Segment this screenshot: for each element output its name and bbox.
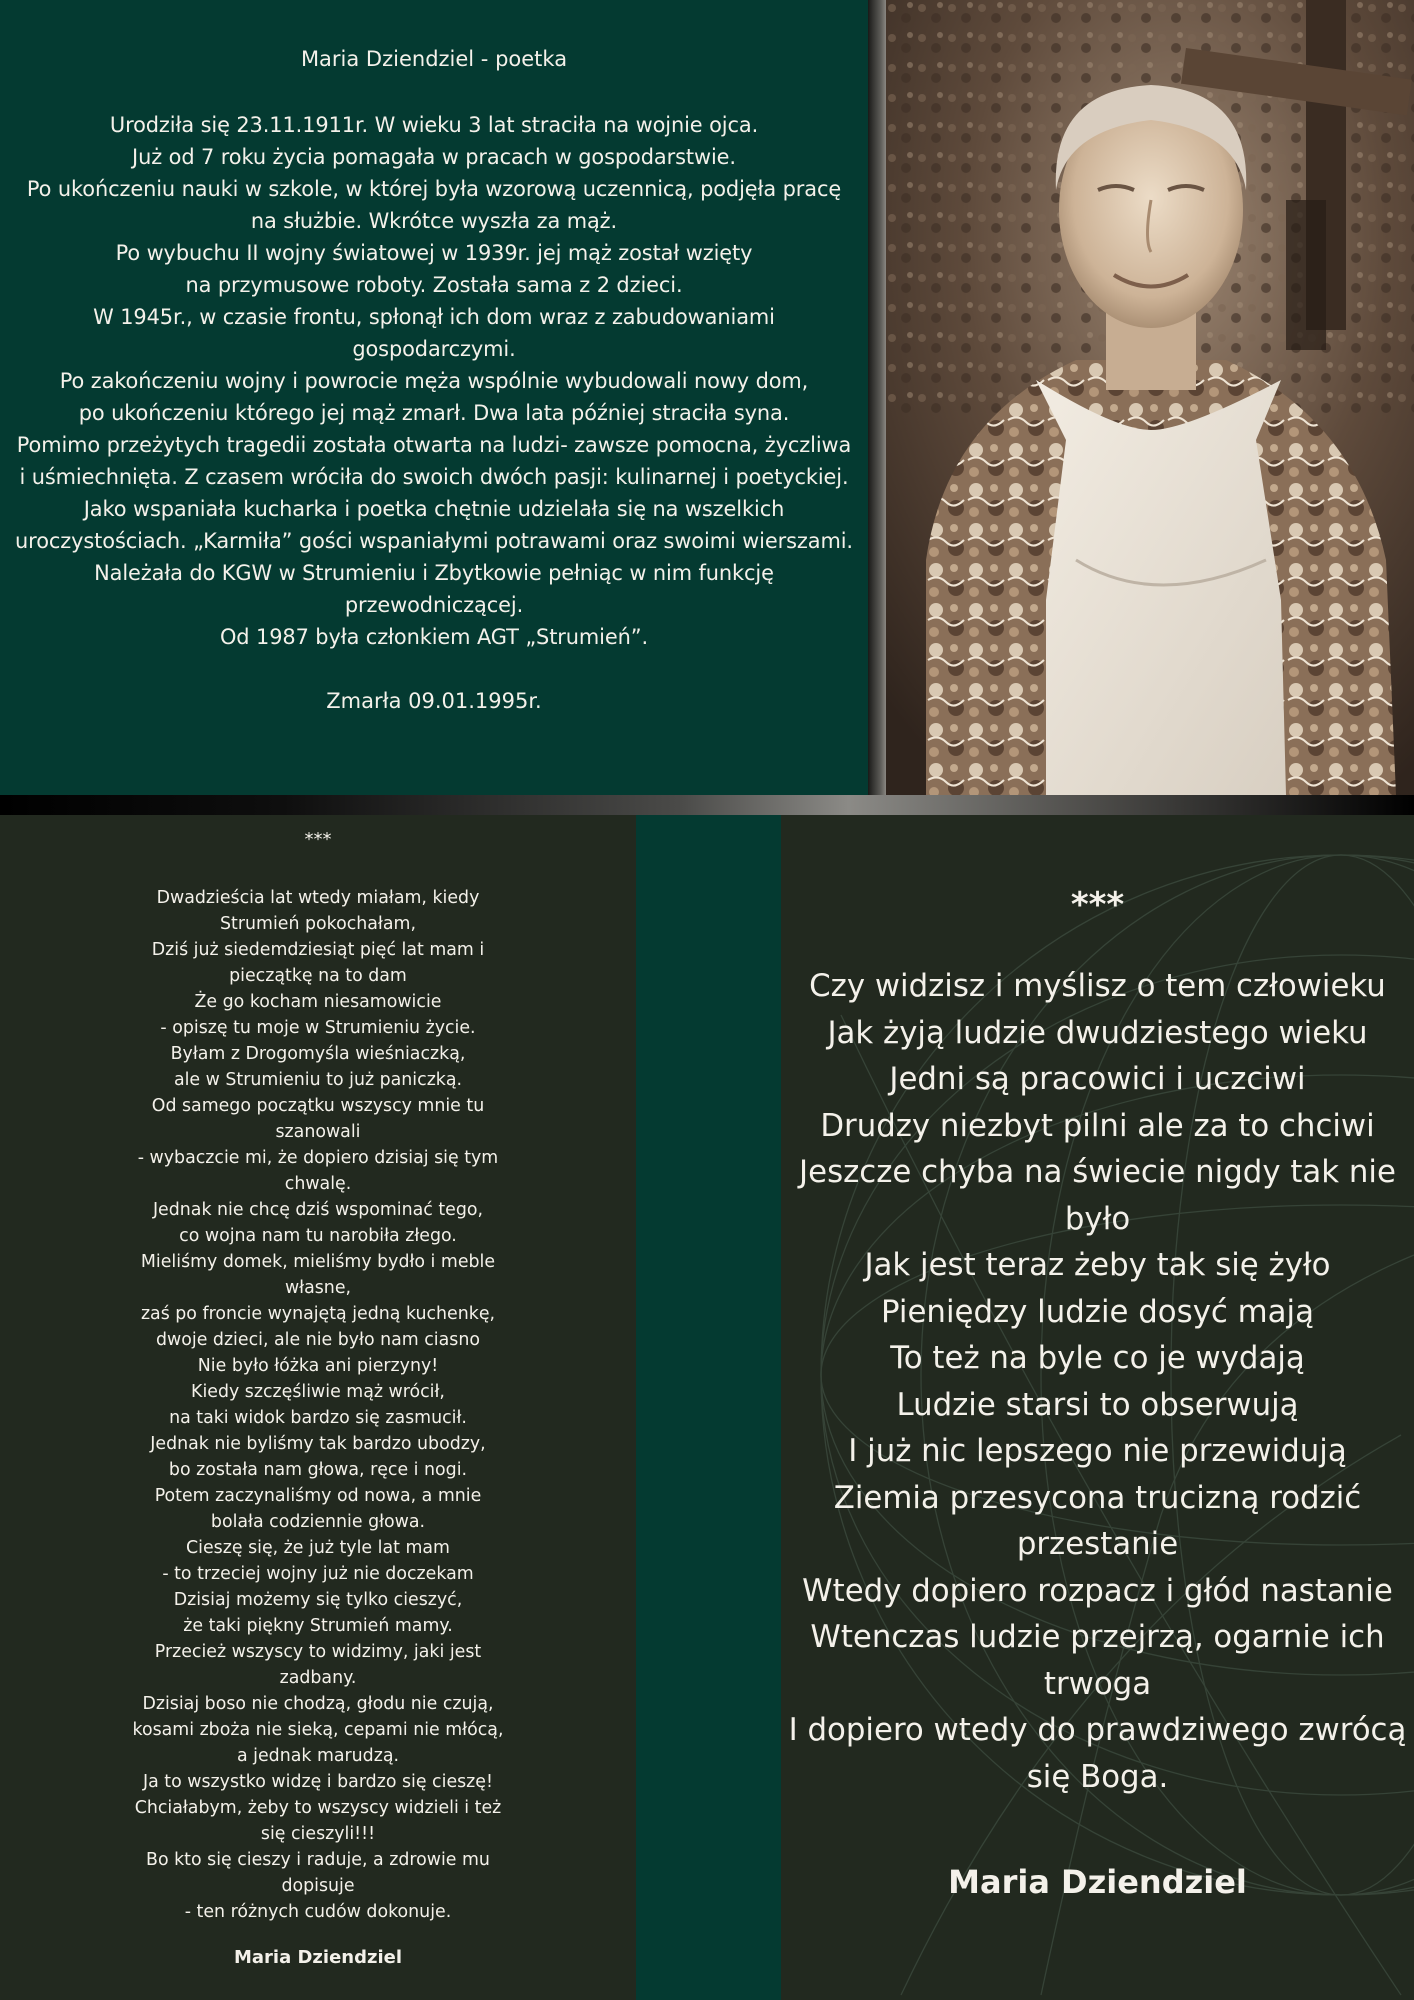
poem-line: Jak żyją ludzie dwudziestego wieku — [827, 1014, 1368, 1051]
poem-line: trwoga — [1043, 1665, 1152, 1702]
poem-line: Ziemia przesycona trucizną rodzić — [833, 1479, 1362, 1516]
poem-line: Ludzie starsi to obserwują — [896, 1386, 1299, 1423]
poem-line: Dzisiaj możemy się tylko cieszyć, — [173, 1590, 463, 1610]
poem-line: przestanie — [1016, 1526, 1179, 1562]
poem-line: bo została nam głowa, ręce i nogi. — [168, 1460, 468, 1480]
poem-line: Jak jest teraz żeby tak się żyło — [864, 1247, 1331, 1283]
poem-line: co wojna nam tu narobiła złego. — [179, 1226, 457, 1246]
poem-line: Kiedy szczęśliwie mąż wrócił, — [191, 1382, 445, 1402]
biography-line: Urodziła się 23.11.1911r. W wieku 3 lat straciła na wojnie ojca. — [109, 113, 759, 137]
poem-line: Dwadzieścia lat wtedy miałam, kiedy — [156, 888, 480, 908]
poem-line: Wtedy dopiero rozpacz i głód nastanie — [802, 1572, 1393, 1609]
poem-line: dopisuje — [281, 1876, 355, 1896]
biography-line: Po wybuchu II wojny światowej w 1939r. jej mąż został wzięty — [115, 241, 753, 265]
poem-line: Byłam z Drogomyśla wieśniaczką, — [170, 1044, 466, 1064]
poem-line: Nie było łóżka ani pierzyny! — [197, 1356, 439, 1376]
biography-line: Pomimo przeżytych tragedii została otwarta na ludzi- zawsze pomocna, życzliwa — [16, 433, 852, 457]
biography-line: Jako wspaniała kucharka i poetka chętnie udzielała się na wszelkich — [83, 497, 785, 521]
biography-title: Maria Dziendziel - poetka — [300, 47, 568, 71]
portrait-illustration — [886, 0, 1414, 795]
biography-line: Po zakończeniu wojny i powrocie męża wspólnie wybudowali nowy dom, — [59, 369, 809, 393]
poem-line: I już nic lepszego nie przewidują — [848, 1433, 1347, 1469]
poem-line: Jednak nie chcę dziś wspominać tego, — [152, 1200, 484, 1220]
poem-line: Cieszę się, że już tyle lat mam — [186, 1538, 450, 1558]
portrait-photo — [886, 0, 1414, 795]
poem-line: Pieniędzy ludzie dosyć mają — [881, 1293, 1314, 1330]
poem-line: a jednak marudzą. — [236, 1746, 399, 1766]
poem-line: Chciałabym, żeby to wszyscy widzieli i też — [134, 1798, 502, 1818]
biography-line: Po ukończeniu nauki w szkole, w której była wzorową uczennicą, podjęła pracę — [26, 177, 842, 201]
poem-line: zadbany. — [279, 1668, 357, 1688]
biography-line: i uśmiechnięta. Z czasem wróciła do swoich dwóch pasji: kulinarnej i poetyckiej. — [19, 465, 849, 489]
biography-line: Od 1987 była członkiem AGT „Strumień”. — [219, 625, 649, 649]
biography-line: W 1945r., w czasie frontu, spłonął ich dom wraz z zabudowaniami — [93, 305, 775, 329]
biography-line: Już od 7 roku życia pomagała w pracach w gospodarstwie. — [132, 145, 736, 169]
poem-line: Dzisiaj boso nie chodzą, głodu nie czują, — [142, 1694, 494, 1714]
poem-left-author: Maria Dziendziel — [233, 1947, 403, 1968]
poem-right — [781, 815, 1414, 2000]
poem-line: Dziś już siedemdziesiąt pięć lat mam i — [151, 940, 485, 960]
poem-line: Strumień pokochałam, — [220, 914, 416, 934]
photo-frame-edge — [868, 0, 886, 795]
poem-line: było — [1064, 1200, 1131, 1237]
poem-line: To też na byle co je wydają — [890, 1340, 1305, 1376]
poem-left — [0, 815, 636, 2000]
biography-line: na służbie. Wkrótce wyszła za mąż. — [250, 209, 618, 233]
biography-text — [0, 109, 868, 653]
death-date: Zmarła 09.01.1995r. — [326, 689, 542, 713]
poem-line: Przecież wszyscy to widzimy, jaki jest — [154, 1642, 482, 1662]
poem-line: się cieszyli!!! — [260, 1824, 376, 1844]
biography-line: uroczystościach. „Karmiła” gości wspaniałymi potrawami oraz swoimi wierszami. — [15, 529, 853, 553]
poem-line: Ja to wszystko widzę i bardzo się cieszę! — [143, 1772, 493, 1792]
poem-line: bolała codziennie głowa. — [210, 1512, 426, 1532]
poem-line: na taki widok bardzo się zasmucił. — [169, 1408, 467, 1428]
poem-line: Czy widzisz i myślisz o tem człowieku — [809, 968, 1386, 1004]
poem-line: ale w Strumieniu to już paniczką. — [173, 1070, 463, 1090]
poem-line: szanowali — [275, 1122, 361, 1142]
poem-right-stars: *** — [1070, 885, 1125, 925]
poem-line: Potem zaczynaliśmy od nowa, a mnie — [154, 1486, 482, 1506]
poem-line: pieczątkę na to dam — [229, 966, 407, 986]
poem-line: kosami zboża nie sieką, cepami nie młócą, — [132, 1720, 504, 1740]
poem-left-lines — [0, 885, 636, 1925]
poem-left-stars: *** — [304, 829, 332, 850]
poem-line: Jednak nie byliśmy tak bardzo ubodzy, — [150, 1434, 486, 1454]
poem-right-lines — [781, 963, 1414, 1800]
poem-line: - opiszę tu moje w Strumieniu życie. — [160, 1018, 476, 1038]
center-band — [636, 815, 781, 2000]
biography-line: Należała do KGW w Strumieniu i Zbytkowie pełniąc w nim funkcję — [94, 561, 774, 585]
poem-line: zaś po froncie wynajętą jedną kuchenkę, — [140, 1304, 496, 1324]
poem-line: Jedni są pracowici i uczciwi — [889, 1061, 1306, 1097]
poem-line: Że go kocham niesamowicie — [194, 992, 442, 1012]
poem-line: - wybaczcie mi, że dopiero dzisiaj się tym — [137, 1148, 499, 1168]
biography-panel — [0, 0, 868, 795]
section-divider — [0, 795, 1414, 815]
biography-line: gospodarczymi. — [352, 337, 516, 361]
poem-line: - ten różnych cudów dokonuje. — [184, 1902, 452, 1922]
poem-line: Bo kto się cieszy i raduje, a zdrowie mu — [146, 1850, 490, 1870]
poem-line: własne, — [284, 1278, 352, 1298]
poem-right-author: Maria Dziendziel — [948, 1863, 1247, 1901]
poem-line: się Boga. — [1026, 1758, 1169, 1795]
poem-line: - to trzeciej wojny już nie doczekam — [162, 1564, 474, 1584]
poem-line: Wtenczas ludzie przejrzą, ogarnie ich — [810, 1619, 1385, 1655]
poem-line: I dopiero wtedy do prawdziwego zwrócą — [788, 1712, 1407, 1748]
poem-line: Drudzy niezbyt pilni ale za to chciwi — [820, 1107, 1375, 1144]
poem-line: dwoje dzieci, ale nie było nam ciasno — [156, 1330, 480, 1350]
poem-line: Od samego początku wszyscy mnie tu — [151, 1096, 485, 1116]
poem-line: chwalę. — [284, 1174, 352, 1194]
biography-line: po ukończeniu którego jej mąż zmarł. Dwa lata później straciła syna. — [78, 401, 790, 425]
poem-line: że taki piękny Strumień mamy. — [183, 1616, 453, 1636]
poem-line: Mieliśmy domek, mieliśmy bydło i meble — [140, 1252, 496, 1272]
biography-line: przewodniczącej. — [344, 593, 524, 617]
poem-line: Jeszcze chyba na świecie nigdy tak nie — [799, 1154, 1396, 1190]
biography-line: na przymusowe roboty. Została sama z 2 dzieci. — [185, 273, 683, 297]
